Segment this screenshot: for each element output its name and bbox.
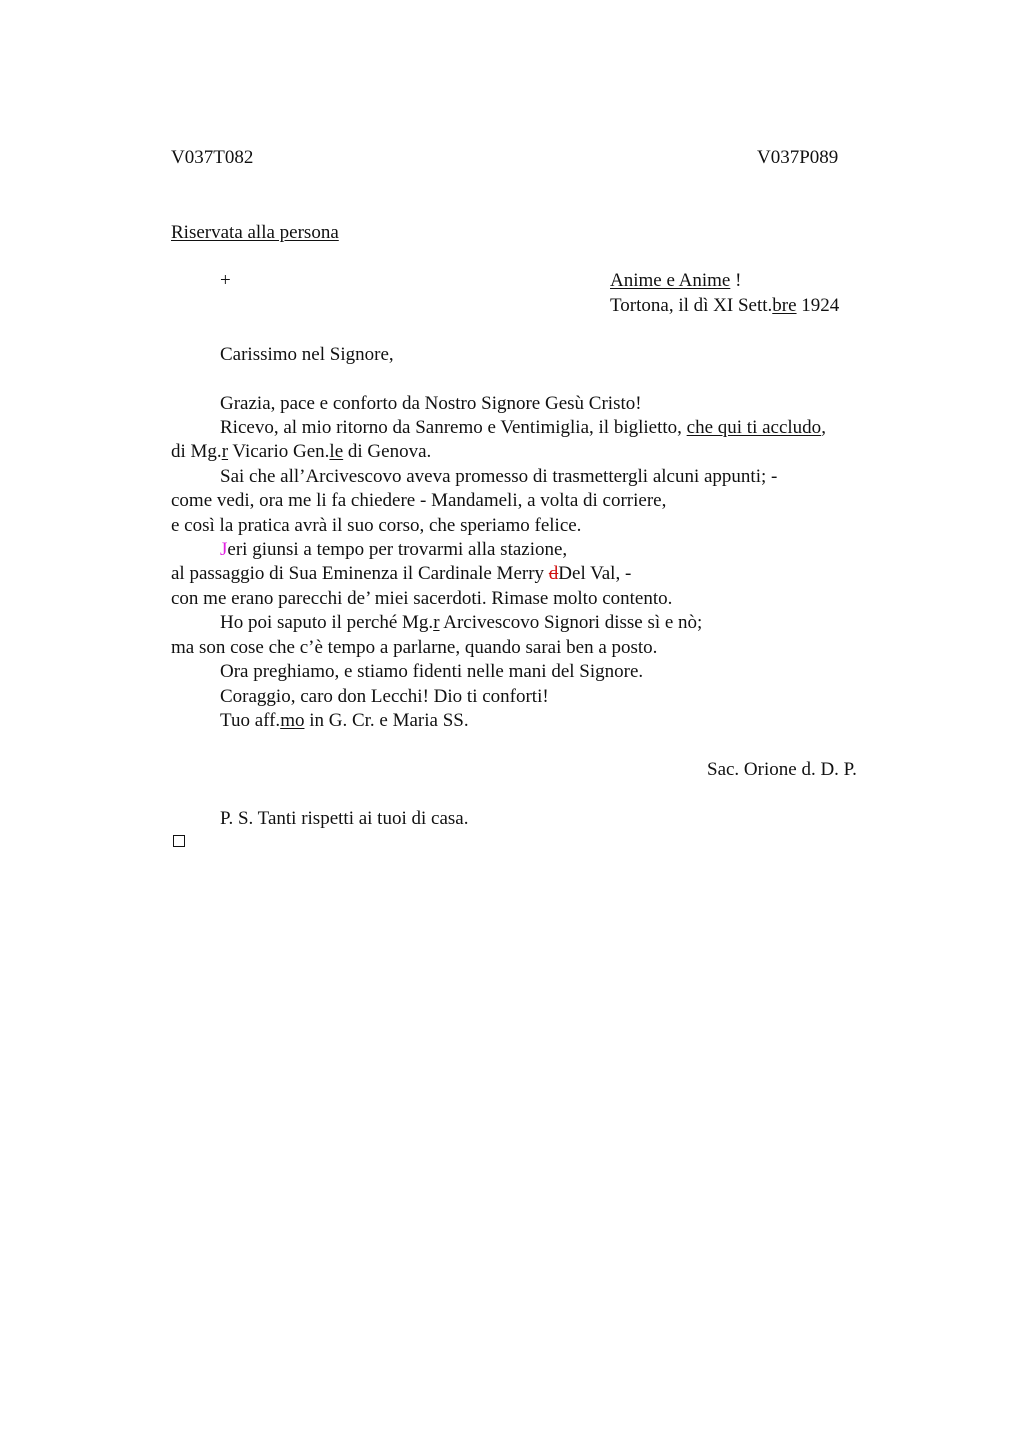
date-prefix: Tortona, il dì XI Sett. — [610, 295, 773, 316]
body-line-1: Grazia, pace e conforto da Nostro Signore Gesù Cristo! — [220, 393, 642, 414]
body-line-5: come vedi, ora me li fa chiedere - Mandameli, a volta di corriere, — [171, 490, 667, 511]
body-line-10-text-a: Ho poi saputo il perché Mg. — [220, 612, 434, 633]
closing-text-b: in G. Cr. e Maria SS. — [304, 710, 469, 731]
body-line-3-text-c: di Genova. — [343, 441, 432, 462]
body-line-2-underlined: che qui ti accludo — [686, 417, 822, 438]
letter-date — [610, 294, 839, 318]
body-line-8-text-b: Del Val, - — [558, 563, 632, 584]
body-line-3-text-a: di Mg. — [171, 441, 222, 462]
body-line-4: Sai che all’Arcivescovo aveva promesso di trasmettergli alcuni appunti; - — [220, 466, 778, 487]
body-line-6: e così la pratica avrà il suo corso, che speriamo felice. — [171, 515, 582, 536]
motto-text: Anime e Anime — [610, 270, 731, 291]
date-year: 1924 — [796, 295, 840, 316]
body-line-7-initial: J — [220, 539, 228, 560]
closing-line — [220, 709, 469, 733]
body-line-3-text-b: Vicario Gen. — [228, 441, 330, 462]
body-line-8 — [171, 562, 631, 586]
motto — [610, 269, 741, 293]
body-line-8-text-a: al passaggio di Sua Eminenza il Cardinale Merry — [171, 563, 549, 584]
body-line-7 — [220, 538, 567, 562]
body-line-2-comma: , — [821, 417, 826, 438]
body-line-11: ma son cose che c’è tempo a parlarne, quando sarai ben a posto. — [171, 637, 658, 658]
body-line-3-underlined-1: r — [221, 441, 229, 462]
body-line-10-text-b: Arcivescovo Signori disse sì e nò; — [439, 612, 703, 633]
body-line-3 — [171, 440, 431, 464]
body-line-10 — [220, 611, 702, 635]
closing-underlined: mo — [280, 710, 305, 731]
body-line-9: con me erano parecchi de’ miei sacerdoti. Rimase molto contento. — [171, 588, 673, 609]
body-line-7-text: eri giunsi a tempo per trovarmi alla stazione, — [227, 539, 568, 560]
body-line-10-underlined: r — [433, 612, 440, 633]
date-abbrev: bre — [772, 295, 797, 316]
closing-text-a: Tuo aff. — [220, 710, 281, 731]
body-line-8-deletion: d — [548, 563, 559, 584]
archive-code-left: V037T082 — [171, 147, 254, 168]
body-line-2-text: Ricevo, al mio ritorno da Sanremo e Ventimiglia, il biglietto, — [220, 417, 687, 438]
confidential-note: Riservata alla persona — [171, 222, 339, 243]
cross-mark: + — [220, 270, 231, 291]
body-line-2 — [220, 416, 826, 440]
body-line-3-underlined-2: le — [329, 441, 344, 462]
signature: Sac. Orione d. D. P. — [707, 759, 857, 780]
archive-code-right: V037P089 — [757, 147, 839, 168]
salutation: Carissimo nel Signore, — [220, 344, 394, 365]
motto-exclamation: ! — [730, 270, 742, 291]
postscript: P. S. Tanti rispetti ai tuoi di casa. — [220, 808, 469, 829]
body-line-13: Coraggio, caro don Lecchi! Dio ti conforti! — [220, 686, 549, 707]
body-line-12: Ora preghiamo, e stiamo fidenti nelle mani del Signore. — [220, 661, 644, 682]
end-of-document-box — [173, 835, 185, 847]
